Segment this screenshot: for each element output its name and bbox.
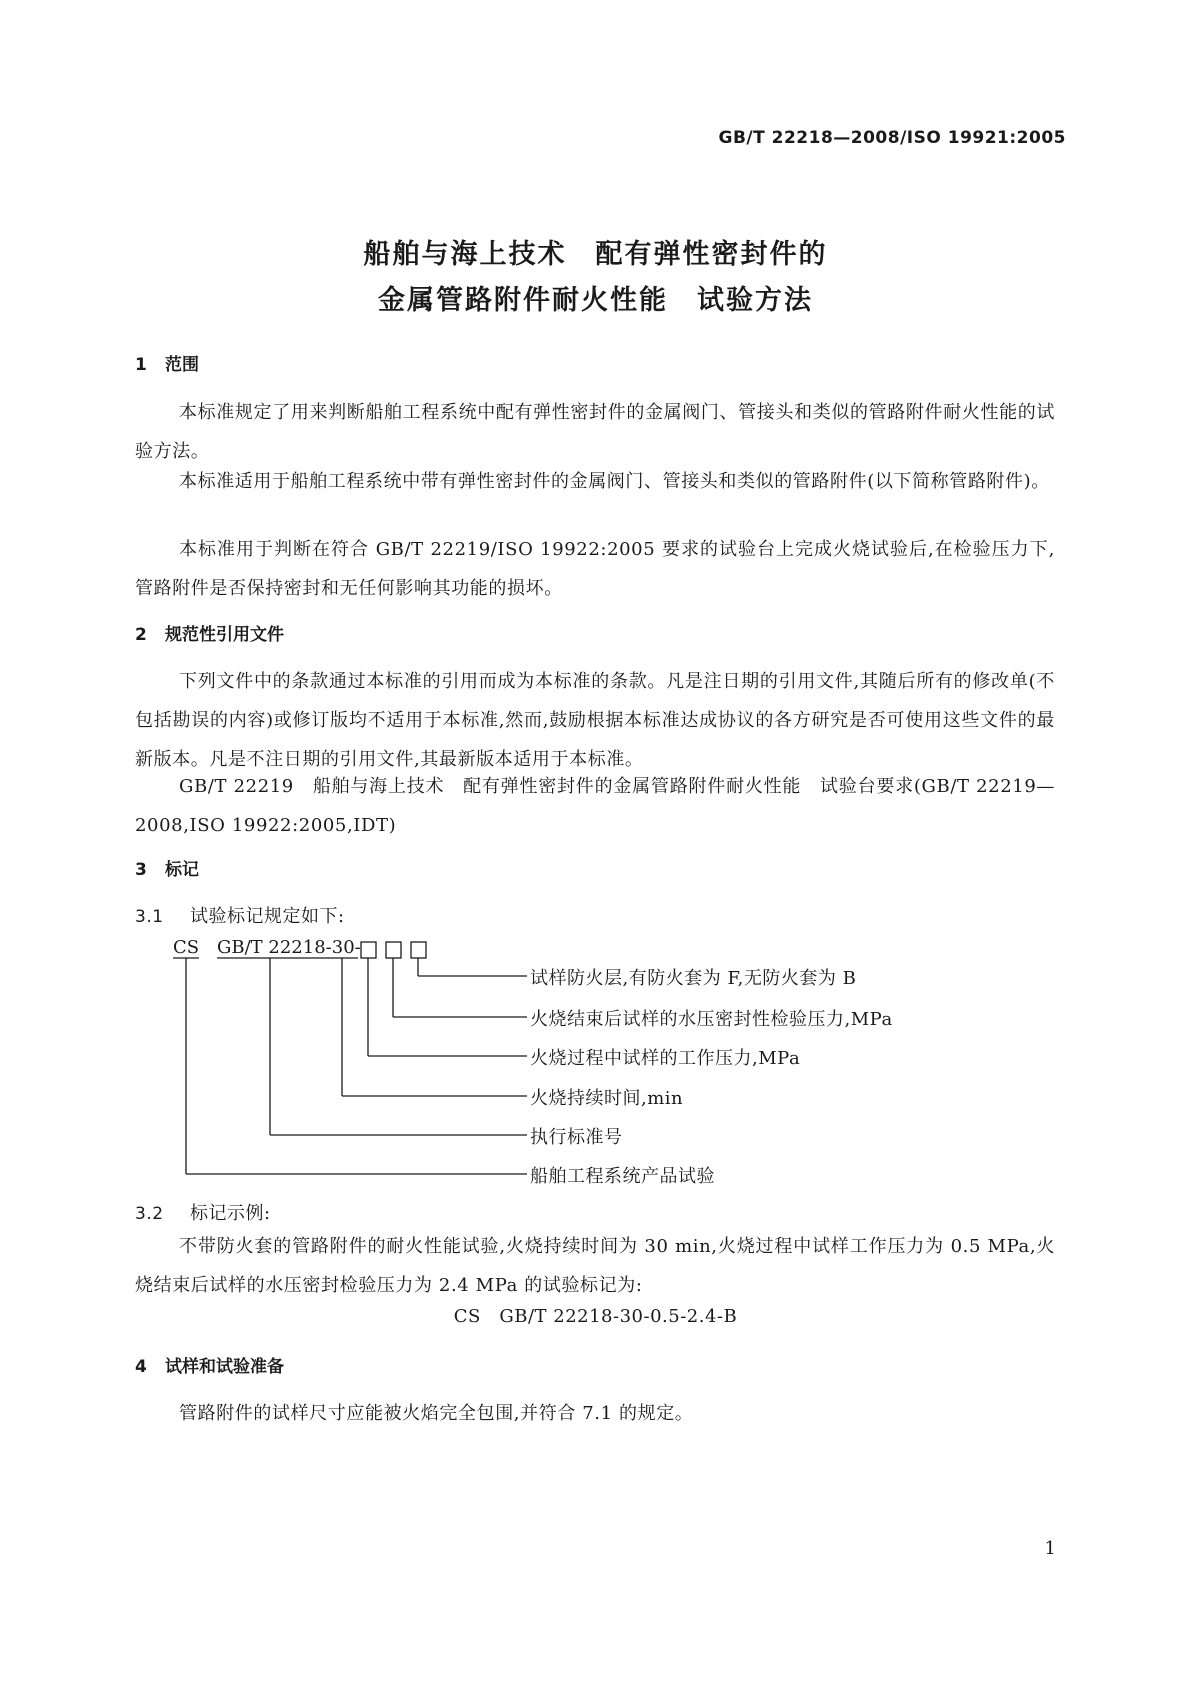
placeholder-box-3 [411,942,426,958]
subsection-3-2 [135,1199,271,1225]
paragraph-reference-entry: GB/T 22219 船舶与海上技术 配有弹性密封件的金属管路附件耐火性能 试验台要求(GB/T 22219—2008,ISO 19922:2005,IDT) [135,776,1055,836]
subsection-text: 标记示例: [190,1203,271,1224]
diagram-label-working-pressure: 火烧过程中试样的工作压力,MPa [530,1048,801,1069]
paragraph-scope-3: 本标准用于判断在符合 GB/T 22219/ISO 19922:2005 要求的试验台上完成火烧试验后,在检验压力下,管路附件是否保持密封和无任何影响其功能的损坏。 [135,539,1055,599]
subsection-number: 3.1 [135,907,164,927]
paragraph-scope-2: 本标准适用于船舶工程系统中带有弹性密封件的金属阀门、管接头和类似的管路附件(以下简称管路附件)。 [179,471,1050,492]
page-number: 1 [1044,1538,1056,1559]
diagram-label-fire-duration: 火烧持续时间,min [530,1088,684,1109]
section-title: 标记 [165,860,199,880]
subsection-number: 3.2 [135,1204,164,1224]
diagram-label-standard-number: 执行标准号 [530,1127,623,1148]
document-title-line1: 船舶与海上技术 配有弹性密封件的 [363,239,828,270]
diagram-label-fire-protection: 试样防火层,有防火套为 F,无防火套为 B [530,968,857,989]
section-4-heading [135,1352,284,1377]
section-title: 试样和试验准备 [165,1357,284,1377]
section-title: 范围 [165,355,199,375]
standard-number: GB/T 22218—2008/ISO 19921:2005 [718,128,1066,148]
section-number: 3 [135,860,147,880]
diagram-prefix: CS [173,937,200,958]
placeholder-box-1 [361,942,376,958]
diagram-label-product-test: 船舶工程系统产品试验 [530,1166,715,1187]
subsection-text: 试验标记规定如下: [190,906,345,927]
section-number: 2 [135,625,147,645]
paragraph-sample-preparation: 管路附件的试样尺寸应能被火焰完全包围,并符合 7.1 的规定。 [179,1403,694,1424]
paragraph-normative-refs: 下列文件中的条款通过本标准的引用而成为本标准的条款。凡是注日期的引用文件,其随后所有的修改单(不包括勘误的内容)或修订版均不适用于本标准,然而,鼓励根据本标准达成协议的各方研究是否可使用这些文件的最新版本。凡是不注日期的引用文件,其最新版本适用于本标准。 [135,671,1055,770]
placeholder-box-2 [386,942,401,958]
section-title: 规范性引用文件 [165,625,284,645]
diagram-label-test-pressure: 火烧结束后试样的水压密封性检验压力,MPa [530,1009,893,1030]
example-marking-code: CS GB/T 22218-30-0.5-2.4-B [453,1306,738,1327]
section-number: 4 [135,1357,147,1377]
document-title-line2: 金属管路附件耐火性能 试验方法 [378,285,813,316]
section-number: 1 [135,355,147,375]
diagram-code: GB/T 22218-30- [217,937,361,958]
paragraph-marking-example: 不带防火套的管路附件的耐火性能试验,火烧持续时间为 30 min,火烧过程中试样工作压力为 0.5 MPa,火烧结束后试样的水压密封检验压力为 2.4 MPa 的试验标记为: [135,1236,1055,1296]
paragraph-scope-1: 本标准规定了用来判断船舶工程系统中配有弹性密封件的金属阀门、管接头和类似的管路附件耐火性能的试验方法。 [135,402,1055,462]
